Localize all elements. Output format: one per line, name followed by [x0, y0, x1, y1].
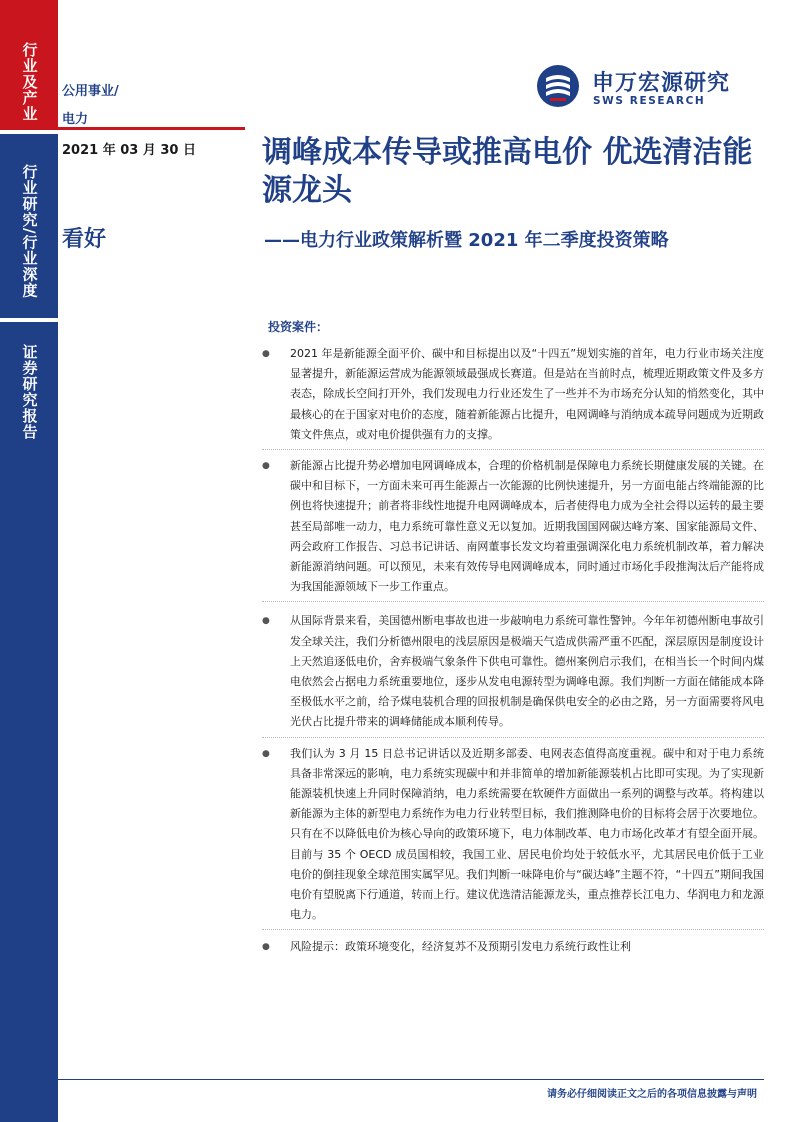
footer-rule [58, 1079, 764, 1080]
report-date: 2021 年 03 月 30 日 [62, 143, 196, 158]
side-tab-report-type [0, 134, 58, 318]
disclosure-footer: 请务必仔细阅读正文之后的各项信息披露与声明 [547, 1089, 757, 1100]
side-tab-securities-label: 证券研究报告 [20, 344, 39, 440]
investment-bullet-3: ● 从国际背景来看，美国德州断电事故也进一步敲响电力系统可靠性警钟。今年年初德州断电事故引发全球关注，我们分析德州限电的浅层原因是极端天气造成供需严重不匹配，深层原因是制度设计上天然追逐低电价，舍弃极端气象条件下供电可靠性。德州案例启示我们，在相当长一个时间内煤电依然会占据电力系统重要地位，逐步从发电电源转型为调峰电源。我们判断一方面在储能成本降至极低水平之前，给予煤电装机合理的回报机制是确保供电安全的必由之路，另一方面需要将风电光伏占比提升带来的调峰储能成本顺利传导。 [262, 611, 764, 732]
industry-line-2: 电力 [62, 112, 89, 127]
investment-case-list [262, 344, 764, 958]
logo-chinese-name: 申万宏源研究 [592, 71, 731, 96]
investment-bullet-risk: ● 风险提示：政策环境变化，经济复苏不及预期引发电力系统行政性让利 [262, 937, 764, 957]
side-tab-industry [0, 0, 58, 130]
industry-label [62, 78, 119, 134]
side-tab-securities [0, 322, 58, 1122]
investment-case-header: 投资案件： [268, 320, 329, 334]
bullet-divider [262, 601, 764, 602]
logo-english-name: SWS RESEARCH [593, 95, 706, 107]
bullet-divider [262, 929, 764, 930]
report-title: 调峰成本传导或推高电价 优选清洁能源龙头 [262, 135, 753, 208]
bullet-divider [262, 449, 764, 450]
bullet-divider [262, 737, 764, 738]
investment-bullet-1: ● 2021 年是新能源全面平价、碳中和目标提出以及“十四五”规划实施的首年，电力行业市场关注度显著提升，新能源运营成为能源领域最强成长赛道。但是站在当前时点，梳理近期政策文件及多方表态，除成长空间打开外，我们发现电力行业还发生了一些并不为市场充分认知的悄然变化，其中最核心的在于国家对电价的态度，随着新能源占比提升，电网调峰与消纳成本疏导问题成为近期政策文件焦点，或对电价提供强有力的支撑。 [262, 344, 764, 445]
company-logo [536, 64, 756, 112]
report-subtitle: ——电力行业政策解析暨 2021 年二季度投资策略 [264, 230, 669, 251]
side-tab-report-type-label: 行业研究/行业深度 [20, 164, 39, 299]
investment-bullet-4: ● 我们认为 3 月 15 日总书记讲话以及近期多部委、电网表态值得高度重视。碳中和对于电力系统具备非常深远的影响，电力系统实现碳中和并非简单的增加新能源装机占比即可实现。为了实现新能源装机快速上升同时保障消纳，电力系统需要在软硬件方面做出一系列的调整与改革。将构建以新能源为主体的新型电力系统作为电力行业转型目标，我们推测降电价的目标将会居于次要地位。只有在不以降低电价为核心导向的政策环境下，电力体制改革、电力市场化改革才有望全面开展。目前与 35 个 OECD 成员国相较，我国工业、居民电价均处于较低水平，尤其居民电价低于工业电价的倒挂现象全球范围实属罕见。我们判断一味降电价与“碳达峰”主题不符，“十四五”期间我国电价有望脱离下行通道，转而上行。建议优选清洁能源龙头，重点推荐长江电力、华润电力和龙源电力。 [262, 744, 764, 926]
investment-bullet-2: ● 新能源占比提升势必增加电网调峰成本，合理的价格机制是保障电力系统长期健康发展的关键。在碳中和目标下，一方面未来可再生能源占一次能源的比例快速提升，另一方面电能占终端能源的比例也将快速提升；前者将非线性地提升电网调峰成本，后者使得电力成为全社会得以运转的最主要甚至局部唯一动力，电力系统可靠性意义无以复加。近期我国国网碳达峰方案、国家能源局文件、两会政府工作报告、习总书记讲话、南网董事长发文均着重强调深化电力系统机制改革，着力解决新能源消纳问题。可以预见，未来有效传导电网调峰成本，同时通过市场化手段推淘汰后产能将成为我国能源领域下一步工作重点。 [262, 456, 764, 597]
industry-line-1: 公用事业/ [62, 84, 119, 99]
side-tab-bar [0, 0, 58, 1122]
logo-mark-icon [536, 64, 580, 108]
rating: 看好 [62, 227, 107, 252]
side-tab-industry-label: 行业及产业 [20, 42, 39, 122]
